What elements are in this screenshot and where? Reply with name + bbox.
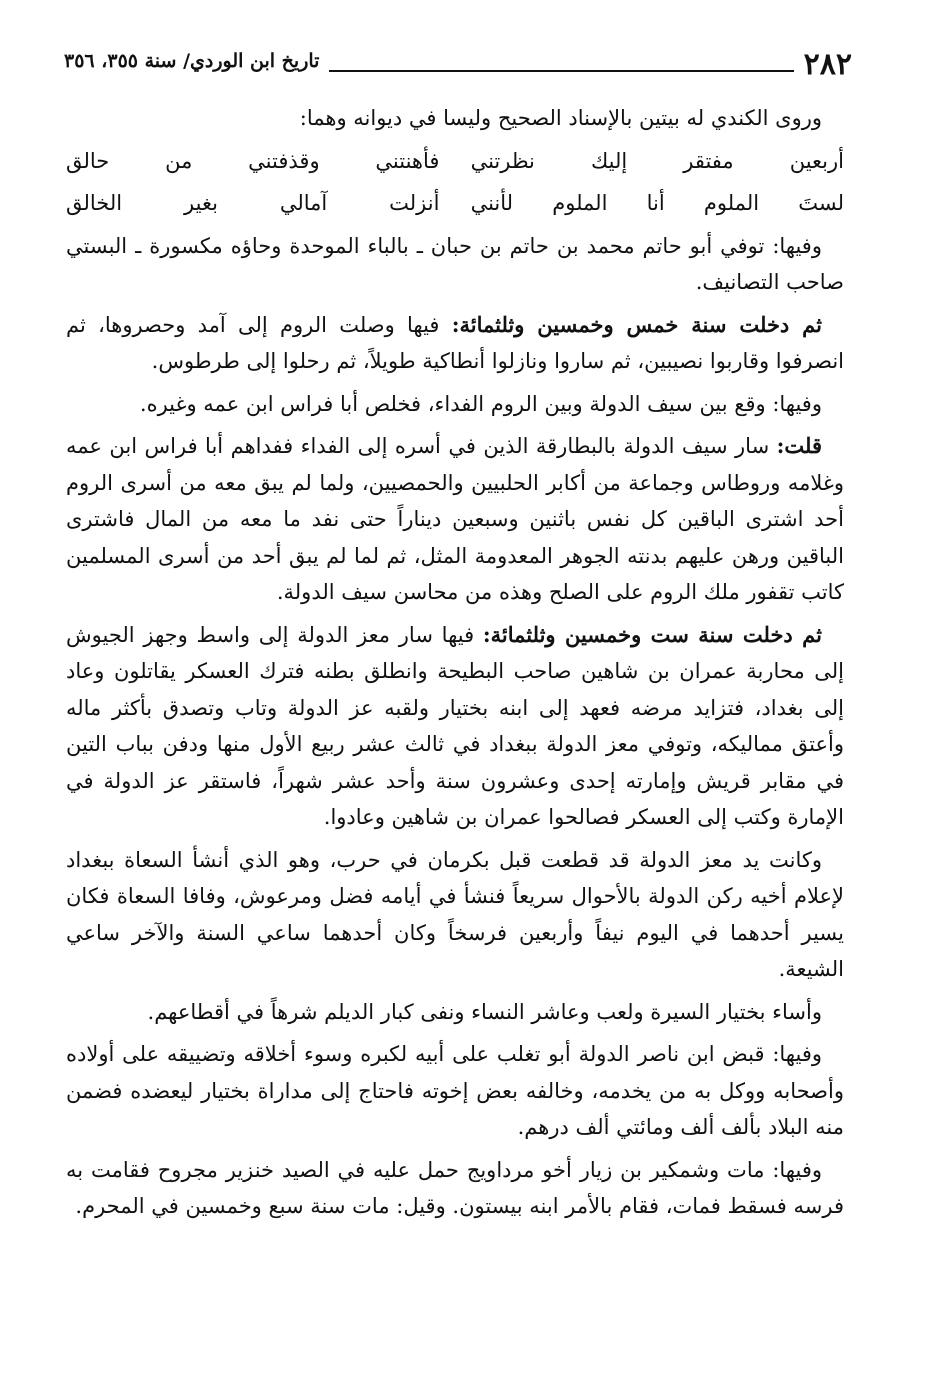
verse-line xyxy=(66,185,844,222)
washmgir-paragraph: وفيها: مات وشمكير بن زيار أخو مرداويج حمل عليه في الصيد خنزير مجروح فقامت به فرسه فسقط فمات، فقام بالأمر ابنه بيستون. وقيل: مات سنة سبع وخمسين في المحرم. xyxy=(66,1157,844,1218)
year-356-heading: ثم دخلت سنة ست وخمسين وثلثمائة: xyxy=(482,621,822,647)
verse-first-hemistich: لستَ الملوم أنا الملوم لأنني xyxy=(470,191,844,215)
page-body xyxy=(66,100,844,1231)
year-355-heading: ثم دخلت سنة خمس وخمسين وثلثمائة: xyxy=(451,311,822,337)
verse-first-hemistich: أربعين مفتقر إليك نظرتني xyxy=(470,148,844,173)
page-number: ٢٨٢ xyxy=(803,47,852,82)
page-header xyxy=(64,38,852,82)
verse-second-hemistich: فأهنتني وقذفتني من حالق xyxy=(66,148,440,173)
death-busti-paragraph: وفيها: توفي أبو حاتم محمد بن حاتم بن حبان ـ بالباء الموحدة وحاؤه مكسورة ـ البستي صاحب التصانيف. xyxy=(66,233,844,294)
taghlib-paragraph: وفيها: قبض ابن ناصر الدولة أبو تغلب على أبيه لكبره وسوء أخلاقه وتضييقه على أولاده وأصحابه ووكل به من يخدمه، وخالفه بعض إخوته فاحتاج إلى مداراة بختيار ليعضده فضمن منه البلاد بألف ألف ومائتي ألف درهم. xyxy=(66,1042,844,1139)
intro-paragraph: وروى الكندي له بيتين بالإسناد الصحيح وليسا في ديوانه وهما: xyxy=(299,106,822,130)
qult-text: سار سيف الدولة بالبطارقة الذين في أسره إلى الفداء ففداهم أبا فراس ابن عمه وغلامه وروطاس وجماعة من أكابر الحلبيين والحمصيين، ولما لم يبق معه من أسرى الروم أحد اشترى الباقين كل نفس باثنين وسبعين ديناراً حتى نفد ما معه من المال فاشترى الباقين ورهن عليهم بدنته الجوهر المعدومة المثل، ثم لما لم يبق أحد من أسرى المسلمين كاتب تقفور ملك الروم على الصلح وهذه من محاسن سيف الدولة. xyxy=(66,434,844,604)
bakhtiyar-paragraph: وأساء بختيار السيرة ولعب وعاشر النساء ونفى كبار الديلم شرهاً في أقطاعهم. xyxy=(147,999,822,1024)
ransom-paragraph: وفيها: وقع بين سيف الدولة وبين الروم الفداء، فخلص أبا فراس ابن عمه وغيره. xyxy=(139,391,822,416)
year-356-paragraph xyxy=(66,617,844,836)
year-355-paragraph xyxy=(66,307,844,380)
couriers-paragraph: وكانت يد معز الدولة قد قطعت قبل بكرمان في حرب، وهو الذي أنشأ السعاة ببغداد لإعلام أخيه ركن الدولة بالأحوال سريعاً فنشأ في أيامه فضل ومرعوش، وفافا السعاة فكان يسير أحدهما في اليوم نيفاً وأربعين فرسخاً وكان أحدهما ساعي السنة والآخر ساعي الشيعة. xyxy=(66,847,844,981)
year-355-text: فيها وصلت الروم إلى آمد وحصروها، ثم انصرفوا وقاربوا نصيبين، ثم ساروا ونازلوا أنطاكية طويلاً، ثم رحلوا إلى طرطوس. xyxy=(66,312,844,373)
verse-block xyxy=(66,143,844,222)
verse-second-hemistich: أنزلت آمالي بغير الخالق xyxy=(66,191,440,215)
qult-label: قلت: xyxy=(776,433,822,458)
year-356-text: فيها سار معز الدولة إلى واسط وجهز الجيوش إلى محاربة عمران بن شاهين صاحب البطيحة وانطلق بطنه فترك العسكر يقاتلون وعاد إلى بغداد، فتزايد مرضه فعهد إلى ابنه بختيار ولقبه عز الدولة وتاب وتصدق بأكثر ماله وأعتق مماليكه، وتوفي معز الدولة ببغداد في ثالث عشر ربيع الأول منها ودفن بباب التين في مقابر قريش وإمارته إحدى وعشرون سنة وأحد عشر شهراً، فاستقر عز الدولة في الإمارة وكتب إلى العسكر فصالحوا عمران بن شاهين وعادوا. xyxy=(66,622,844,829)
running-title: تاريخ ابن الوردي/ سنة ٣٥٥، ٣٥٦ xyxy=(64,50,320,72)
qult-paragraph xyxy=(66,428,844,611)
verse-line xyxy=(66,143,844,180)
header-rule xyxy=(329,70,793,72)
